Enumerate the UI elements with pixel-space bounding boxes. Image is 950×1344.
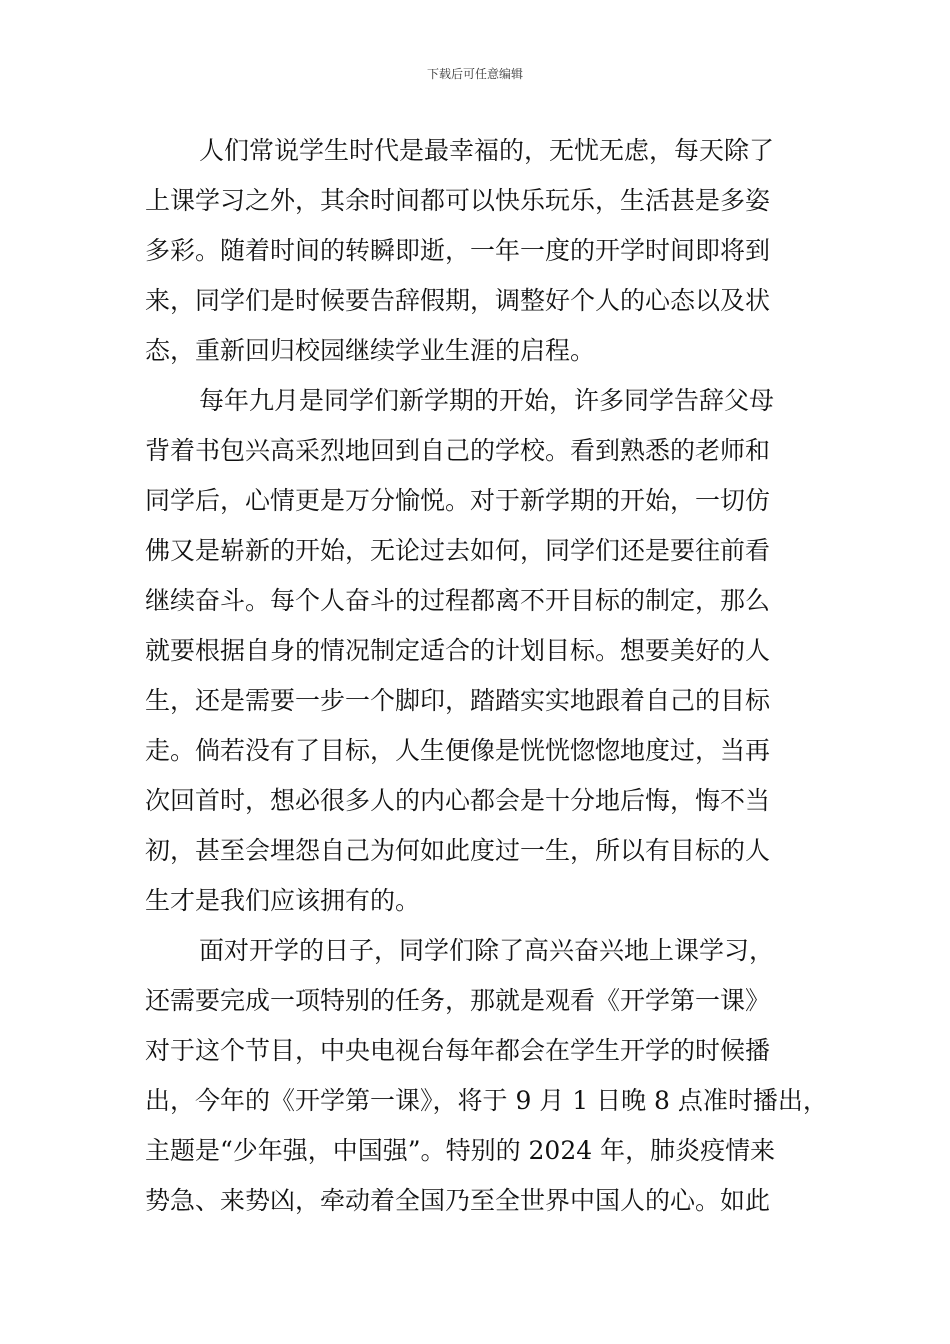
paragraph-1 (145, 126, 815, 376)
paragraph-3 (145, 926, 828, 1226)
text-line: 就要根据自身的情况制定适合的计划目标。想要美好的人 (145, 636, 771, 665)
text-line: 多彩。随着时间的转瞬即逝，一年一度的开学时间即将到 (145, 236, 771, 265)
text-line: 面对开学的日子，同学们除了高兴奋兴地上课学习， (199, 936, 775, 965)
text-line: 同学后，心情更是万分愉悦。对于新学期的开始，一切仿 (145, 486, 771, 515)
text-line: 出，今年的《开学第一课》，将于 9 月 1 日晚 8 点准时播出， (145, 1086, 828, 1115)
text-line: 还需要完成一项特别的任务，那就是观看《开学第一课》 (145, 986, 771, 1015)
text-line: 继续奋斗。每个人奋斗的过程都离不开目标的制定，那么 (145, 586, 771, 615)
text-line: 初，甚至会埋怨自己为何如此度过一生，所以有目标的人 (145, 836, 771, 865)
document-body (145, 126, 828, 1226)
text-line: 生，还是需要一步一个脚印，踏踏实实地跟着自己的目标 (145, 686, 771, 715)
text-line: 主题是“少年强，中国强”。特别的 2024 年，肺炎疫情来 (145, 1136, 776, 1165)
text-line: 势急、来势凶，牵动着全国乃至全世界中国人的心。如此 (145, 1186, 771, 1215)
text-line: 佛又是崭新的开始，无论过去如何，同学们还是要往前看 (145, 536, 771, 565)
text-line: 生才是我们应该拥有的。 (145, 886, 421, 915)
text-line: 次回首时，想必很多人的内心都会是十分地后悔，悔不当 (145, 786, 771, 815)
text-line: 态，重新回归校园继续学业生涯的启程。 (145, 336, 596, 365)
paragraph-2 (145, 376, 815, 926)
text-line: 人们常说学生时代是最幸福的，无忧无虑，每天除了 (199, 136, 775, 165)
page-header: 下载后可任意编辑 (426, 67, 523, 81)
text-line: 对于这个节目，中央电视台每年都会在学生开学的时候播 (145, 1036, 771, 1065)
text-line: 每年九月是同学们新学期的开始，许多同学告辞父母 (199, 386, 775, 415)
text-line: 走。倘若没有了目标，人生便像是恍恍惚惚地度过，当再 (145, 736, 771, 765)
text-line: 来，同学们是时候要告辞假期，调整好个人的心态以及状 (145, 286, 771, 315)
text-line: 上课学习之外，其余时间都可以快乐玩乐，生活甚是多姿 (145, 186, 771, 215)
text-line: 背着书包兴高采烈地回到自己的学校。看到熟悉的老师和 (145, 436, 771, 465)
